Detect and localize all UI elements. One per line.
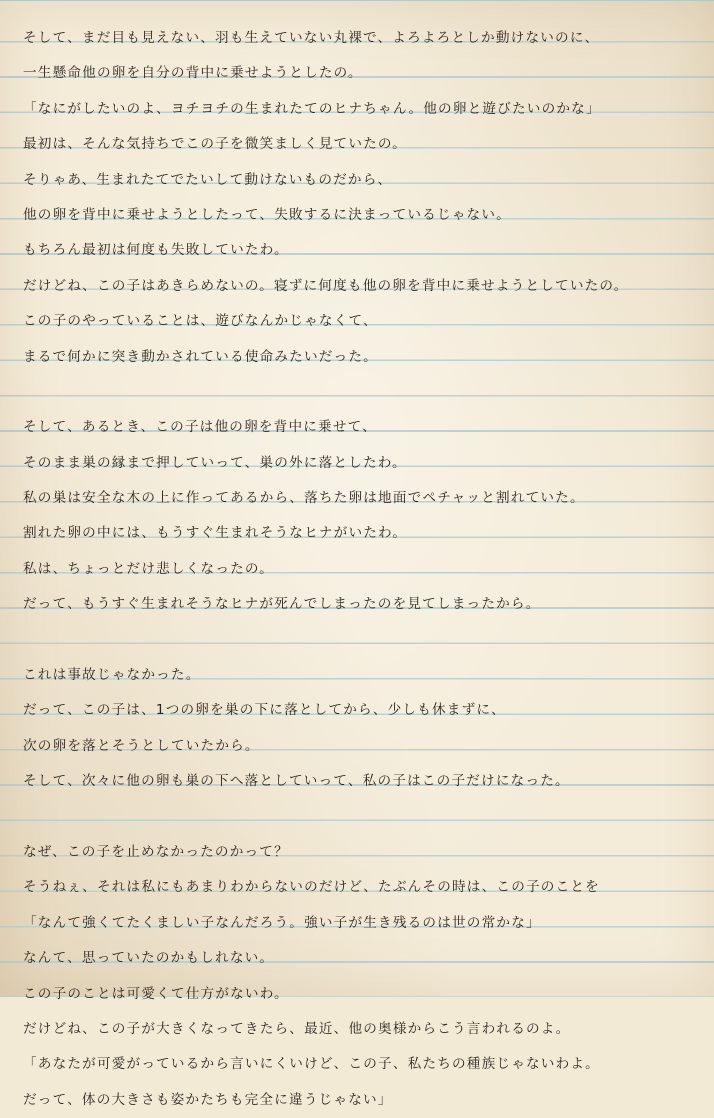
text-line: 他の卵を背中に乗せようとしたって、失敗するに決まっているじゃない。 — [23, 206, 511, 223]
text-line: この子のやっていることは、遊びなんかじゃなくて、 — [23, 313, 378, 330]
blank-line — [23, 800, 704, 835]
text-line: 最初は、そんな気持ちでこの子を微笑ましく見ていたの。 — [23, 136, 407, 153]
text-line: そうねぇ、それは私にもあまりわからないのだけど、たぶんその時は、この子のことを — [23, 879, 600, 896]
text-line: だって、この子は、1つの卵を巣の下に落としてから、少しも休まずに、 — [23, 702, 506, 719]
text-line: 私は、ちょっとだけ悲しくなったの。 — [23, 560, 274, 577]
text-line: だって、体の大きさも姿かたちも完全に違うじゃない」 — [23, 1091, 393, 1108]
text-line: なぜ、この子を止めなかったのかって？ — [23, 843, 289, 860]
text-line: 私の巣は安全な木の上に作ってあるから、落ちた卵は地面でペチャッと割れていた。 — [23, 490, 585, 507]
text-line: 次の卵を落とそうとしていたから。 — [23, 737, 260, 754]
story-text — [23, 21, 704, 1118]
text-line: だって、もうすぐ生まれそうなヒナが死んでしまったのを見てしまったから。 — [23, 596, 541, 613]
text-line: そして、あるとき、この子は他の卵を背中に乗せて、 — [23, 419, 377, 436]
text-line: 割れた卵の中には、もうすぐ生まれそうなヒナがいたわ。 — [23, 525, 408, 542]
text-line: 「なにがしたいのよ、ヨチヨチの生まれたてのヒナちゃん。他の卵と遊びたいのかな」 — [23, 100, 601, 117]
text-line: この子のことは可愛くて仕方がないわ。 — [23, 985, 289, 1002]
text-line: もちろん最初は何度も失敗していたわ。 — [23, 242, 289, 259]
text-line: 「あなたが可愛がっているから言いにくいけど、この子、私たちの種族じゃないわよ。 — [23, 1056, 600, 1073]
text-line: まるで何かに突き動かされている使命みたいだった。 — [23, 348, 378, 365]
text-line: そして、まだ目も見えない、羽も生えていない丸裸で、よろよろとしか動けないのに、 — [23, 30, 600, 46]
text-line: なんて、思っていたのかもしれない。 — [23, 950, 275, 967]
text-line: 「なんて強くてたくましい子なんだろう。強い子が生き残るのは世の常かな」 — [23, 914, 541, 931]
text-line: そして、次々に他の卵も巣の下へ落としていって、私の子はこの子だけになった。 — [23, 773, 570, 790]
blank-line — [23, 375, 704, 410]
text-line: これは事故じゃなかった。 — [23, 667, 201, 684]
blank-line — [23, 623, 704, 658]
text-line: そりゃあ、生まれたてでたいして動けないものだから、 — [23, 171, 393, 188]
text-line: だけどね、この子が大きくなってきたら、最近、他の奥様からこう言われるのよ。 — [23, 1020, 571, 1037]
text-line: 一生懸命他の卵を自分の背中に乗せようとしたの。 — [23, 65, 363, 82]
text-line: だけどね、この子はあきらめないの。寝ずに何度も他の卵を背中に乗せようとしていたの。 — [23, 277, 629, 294]
text-line: そのまま巣の縁まで押していって、巣の外に落としたわ。 — [23, 454, 407, 471]
